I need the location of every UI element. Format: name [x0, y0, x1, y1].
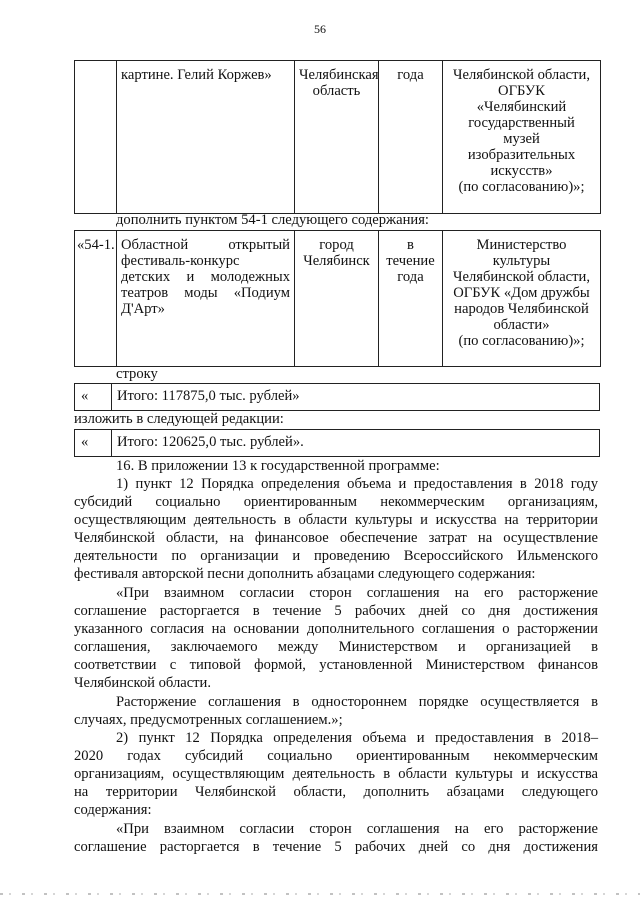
scan-edge-noise: [0, 893, 640, 895]
table-cell-place: Челябинская область: [295, 61, 379, 214]
table-cell-term: в течение года: [379, 231, 443, 367]
table-cell-term: года: [379, 61, 443, 214]
add-item-instruction: дополнить пунктом 54-1 следующего содержания:: [116, 212, 429, 228]
table-cell-executor: Министерство культуры Челябинской области, ОГБУК «Дом дружбы народов Челябинской области» (по согласованию)»;: [443, 231, 601, 367]
program-table-continuation: [74, 60, 601, 214]
table-cell-event-name: картине. Гелий Коржев»: [117, 61, 295, 214]
para-line: соответствии с типовой формой, установленной Министерством финансов: [74, 657, 598, 673]
para-line: случаях, предусмотренных соглашением.»;: [74, 712, 343, 728]
para-line: Челябинской области.: [74, 675, 212, 691]
para-line: 2) пункт 12 Порядка определения объема и предоставления в 2018–: [116, 730, 598, 746]
line-izlozhit: изложить в следующей редакции:: [74, 411, 284, 427]
para-line: «При взаимном согласии сторон соглашения на его расторжение: [116, 821, 598, 837]
total-new-row: [74, 429, 600, 457]
total-new-text: Итого: 120625,0 тыс. рублей».: [117, 434, 304, 450]
para-line: содержания:: [74, 802, 152, 818]
para-line: указанного согласия на основании дополнительного соглашения о расторжении: [74, 621, 598, 637]
para-line: осуществляющим деятельность в области культуры и искусства на территории: [74, 512, 598, 528]
para-line: деятельности по организации и проведению Всероссийского Ильменского: [74, 548, 598, 564]
table-cell-number: «54-1.: [75, 231, 117, 367]
para-line: Расторжение соглашения в одностороннем порядке осуществляется в: [116, 694, 598, 710]
total-old-row: [74, 383, 600, 411]
total-old-quote: «: [81, 388, 89, 404]
para-line: 2020 годах субсидий социально ориентированным некоммерческим: [74, 748, 598, 764]
para-line: 1) пункт 12 Порядка определения объема и предоставления в 2018 году: [116, 476, 598, 492]
para-line: на территории Челябинской области, дополнить абзацами следующего: [74, 784, 598, 800]
table-cell-executor: Челябинской области, ОГБУК «Челябинский государственный музей изобразительных искусств» (по согласованию)»;: [443, 61, 601, 214]
total-old-text: Итого: 117875,0 тыс. рублей»: [117, 388, 300, 404]
para-line: фестиваля авторской песни дополнить абзацами следующего содержания:: [74, 566, 536, 582]
para-line: организациям, осуществляющим деятельность в области культуры и искусства: [74, 766, 598, 782]
program-table-new-item: [74, 230, 601, 367]
para-line: «При взаимном согласии сторон соглашения на его расторжение: [116, 585, 598, 601]
para-line: Челябинской области, на финансовое обеспечение затрат на осуществление: [74, 530, 598, 546]
table-cell-place: город Челябинск: [295, 231, 379, 367]
page-number: 56: [314, 22, 326, 36]
table-cell-event-name: Областной открытый фестиваль-конкурс детских и молодежных театров моды «Подиум Д'Арт»: [117, 231, 295, 367]
para-line: соглашение расторгается в течение 5 рабочих дней со дня достижения: [74, 839, 598, 855]
para-line: субсидий социально ориентированным некоммерческим организациям,: [74, 494, 598, 510]
para-line: соглашение расторгается в течение 5 рабочих дней со дня достижения: [74, 603, 598, 619]
total-new-quote: «: [81, 434, 89, 450]
line-stroku: строку: [116, 366, 158, 382]
table-cell-number: [75, 61, 117, 214]
para-line: соглашения, заключаемого между Министерством и организацией в: [74, 639, 598, 655]
para-line: 16. В приложении 13 к государственной программе:: [116, 458, 440, 474]
